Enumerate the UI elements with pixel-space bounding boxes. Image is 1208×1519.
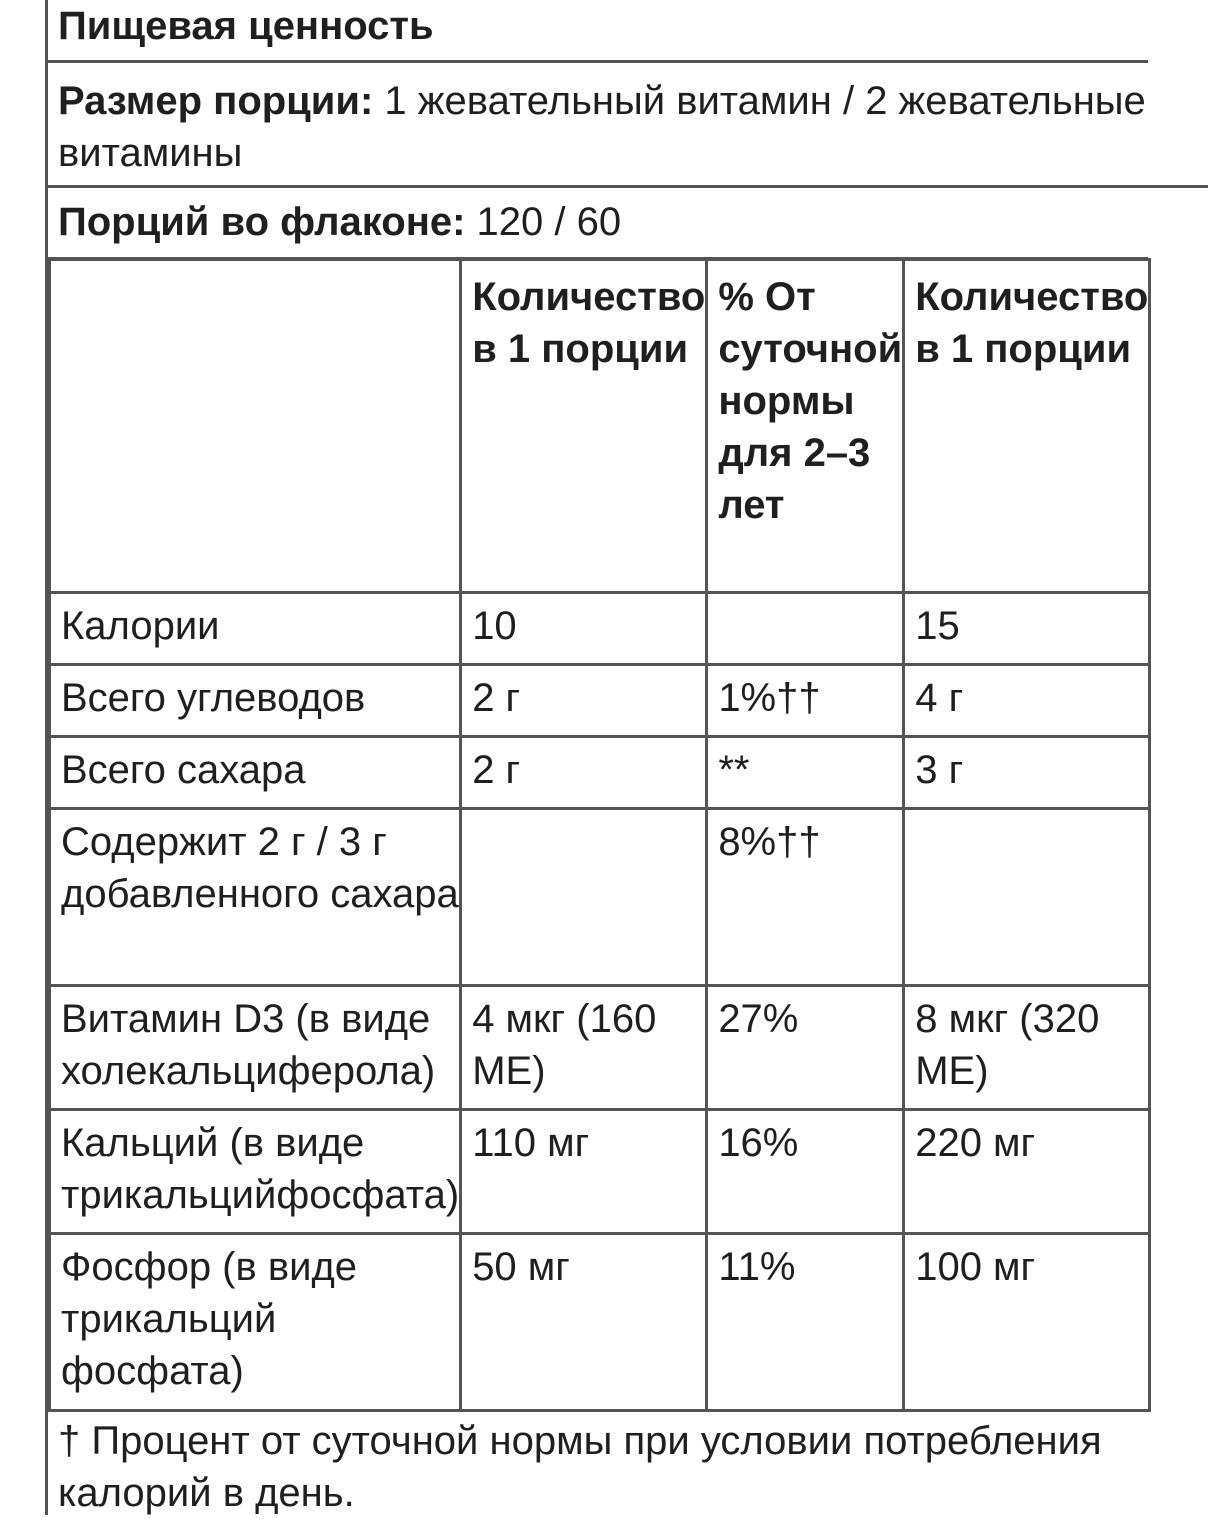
nutrient-amount-2: 220 мг: [904, 1110, 1150, 1234]
nutrient-daily-value: 27%: [707, 986, 904, 1110]
nutrient-name: Кальций (в виде трикальцийфосфата): [50, 1110, 461, 1234]
nutrient-daily-value: 1%††: [707, 665, 904, 737]
table-row: [50, 737, 1150, 809]
nutrient-amount: 50 мг: [461, 1234, 707, 1411]
column-header-amount: Количество в 1 порции: [461, 260, 707, 593]
nutrient-name: Витамин D3 (в виде холекальциферола): [50, 986, 461, 1110]
table-row: [50, 593, 1150, 665]
column-header-amount-2: Количество в 1 порции: [904, 260, 1150, 593]
nutrient-name: Всего углеводов: [50, 665, 461, 737]
nutrient-amount: 10: [461, 593, 707, 665]
servings-label: Порций во флаконе:: [58, 200, 466, 244]
servings-value: 120 / 60: [476, 200, 622, 244]
nutrient-daily-value: **: [707, 737, 904, 809]
nutrition-table: [48, 258, 1151, 1412]
nutrient-name: Калории: [50, 593, 461, 665]
nutrient-amount-2: 3 г: [904, 737, 1150, 809]
nutrient-amount: 2 г: [461, 737, 707, 809]
nutrient-daily-value: [707, 593, 904, 665]
nutrition-title: Пищевая ценность: [48, 0, 1148, 63]
footnote-line-2: калорий в день.: [58, 1471, 355, 1515]
nutrient-name: Содержит 2 г / 3 г добавленного сахара: [50, 809, 461, 986]
nutrient-daily-value: 8%††: [707, 809, 904, 986]
nutrient-amount-2: 100 мг: [904, 1234, 1150, 1411]
nutrient-amount: 110 мг: [461, 1110, 707, 1234]
serving-size-value: 1 жевательный витамин / 2 жевательные витамины: [58, 79, 1146, 175]
nutrient-amount-2: [904, 809, 1150, 986]
table-row: [50, 1234, 1150, 1411]
table-header-row: [50, 260, 1150, 593]
servings-per-container-row: [48, 188, 1148, 260]
nutrient-name: Фосфор (в виде трикальций фосфата): [50, 1234, 461, 1411]
nutrient-daily-value: 16%: [707, 1110, 904, 1234]
table-row: [50, 1110, 1150, 1234]
serving-size-label: Размер порции:: [58, 79, 374, 123]
table-row: [50, 809, 1150, 986]
nutrient-amount: 4 мкг (160 МЕ): [461, 986, 707, 1110]
nutrient-amount-2: 4 г: [904, 665, 1150, 737]
nutrition-facts-panel: [45, 0, 1148, 1515]
nutrient-amount: [461, 809, 707, 986]
table-row: [50, 986, 1150, 1110]
nutrient-amount-2: 8 мкг (320 МЕ): [904, 986, 1150, 1110]
nutrient-amount: 2 г: [461, 665, 707, 737]
column-header-daily-value: % От суточной нормы для 2–3 лет: [707, 260, 904, 593]
column-header-nutrient: [50, 260, 461, 593]
table-row: [50, 665, 1150, 737]
nutrient-daily-value: 11%: [707, 1234, 904, 1411]
footnote-line-1: † Процент от суточной нормы при условии потребления: [58, 1419, 1102, 1463]
serving-size-row: [48, 63, 1208, 188]
nutrient-name: Всего сахара: [50, 737, 461, 809]
nutrient-amount-2: 15: [904, 593, 1150, 665]
footnote: [48, 1415, 1102, 1519]
